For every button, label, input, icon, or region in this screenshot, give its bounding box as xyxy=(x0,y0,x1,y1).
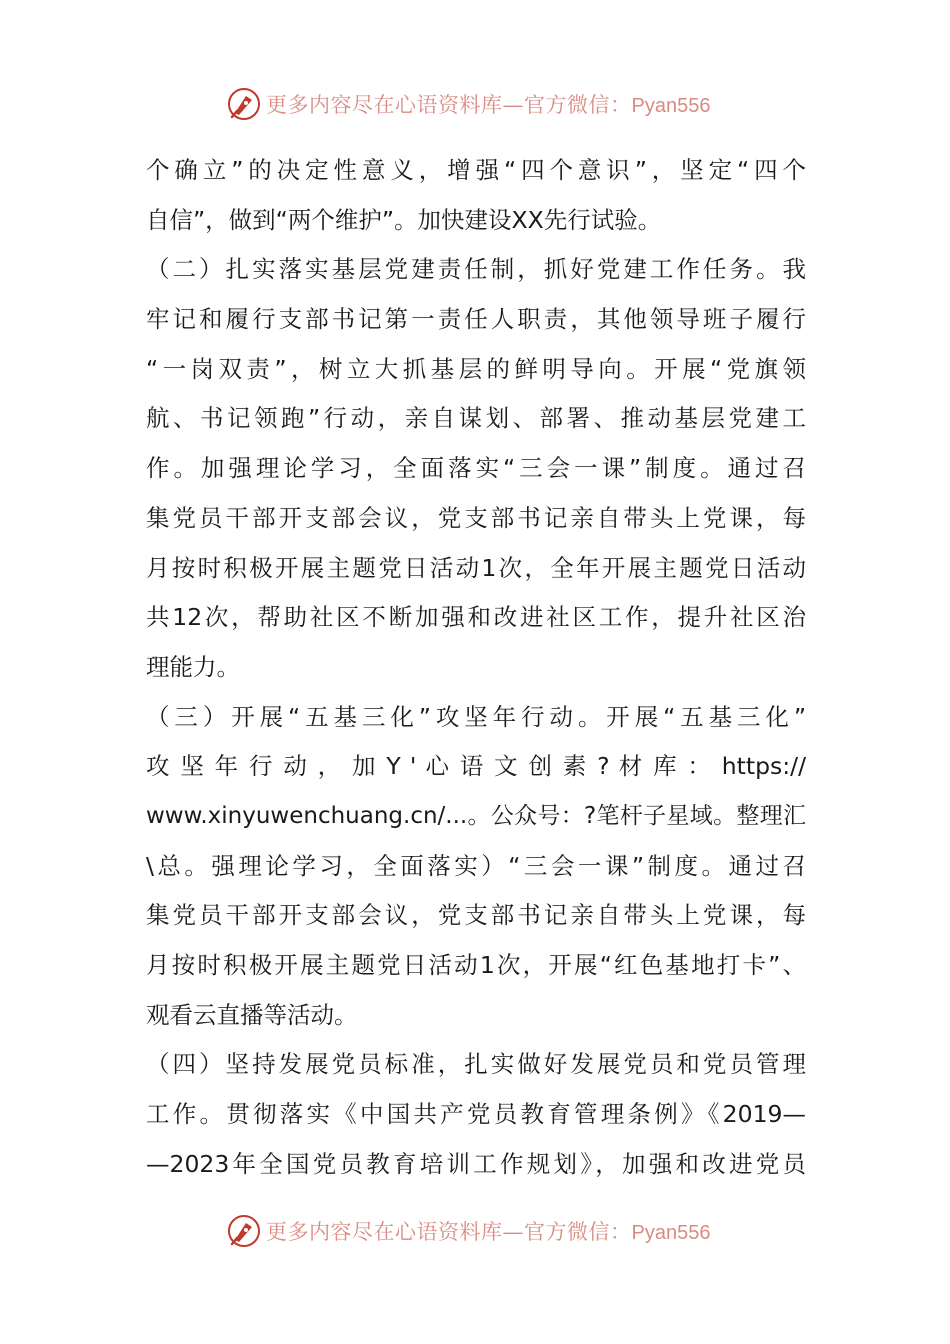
body-text-line: —2023年全国党员教育培训工作规划》，加强和改进党员 xyxy=(146,1149,806,1178)
body-text-line: （三）开展“五基三化”攻坚年行动。开展“五基三化” xyxy=(146,702,806,731)
body-text-line: （二）扎实落实基层党建责任制，抓好党建工作任务。我 xyxy=(146,255,806,284)
body-text-line: 集党员干部开支部会议，党支部书记亲自带头上党课，每 xyxy=(146,503,806,532)
watermark-text: 更多内容尽在心语资料库—官方微信：Pyan556 xyxy=(266,93,711,117)
body-text-line: 牢记和履行支部书记第一责任人职责，其他领导班子履行 xyxy=(146,305,806,334)
body-text-line: 航、书记领跑”行动，亲自谋划、部署、推动基层党建工 xyxy=(146,404,806,433)
body-text-line: 集党员干部开支部会议，党支部书记亲自带头上党课，每 xyxy=(146,901,806,930)
header-watermark-banner xyxy=(226,84,710,124)
body-text-line: 攻 坚 年 行 动 ， 加 Y ' 心 语 文 创 素 ? 材 库 ： https:// xyxy=(146,752,806,781)
body-text-line: 观看云直播等活动。 xyxy=(146,1000,358,1029)
body-text-line: 共12次，帮助社区不断加强和改进社区工作，提升社区治 xyxy=(146,603,806,632)
body-text-line: 理能力。 xyxy=(146,652,240,681)
pen-nib-circle-icon xyxy=(226,1213,262,1249)
body-text-line: 工作。贯彻落实《中国共产党员教育管理条例》《2019— xyxy=(146,1100,806,1129)
body-text-line: 自信”，做到“两个维护”。加快建设XX先行试验。 xyxy=(146,205,662,234)
body-text-line: （四）坚持发展党员标准，扎实做好发展党员和党员管理 xyxy=(146,1050,806,1079)
pen-nib-circle-icon xyxy=(226,86,262,122)
document-body xyxy=(146,146,806,1189)
body-text-line: www.xinyuwenchuang.cn/...。公众号：?笔杆子星域。整理汇 xyxy=(146,802,806,829)
body-text-line: 作。加强理论学习，全面落实“三会一课”制度。通过召 xyxy=(146,454,806,483)
body-text-line: 月按时积极开展主题党日活动1次，全年开展主题党日活动 xyxy=(146,553,806,582)
body-text-line: 月按时积极开展主题党日活动1次，开展“红色基地打卡”、 xyxy=(146,951,806,979)
body-text-line: 个确立”的决定性意义，增强“四个意识”，坚定“四个 xyxy=(146,156,806,184)
body-text-line: \总。强理论学习，全面落实）“三会一课”制度。通过召 xyxy=(146,851,806,880)
footer-watermark-banner xyxy=(226,1211,710,1251)
watermark-text: 更多内容尽在心语资料库—官方微信：Pyan556 xyxy=(266,1220,711,1244)
body-text-line: “一岗双责”，树立大抓基层的鲜明导向。开展“党旗领 xyxy=(146,354,806,383)
